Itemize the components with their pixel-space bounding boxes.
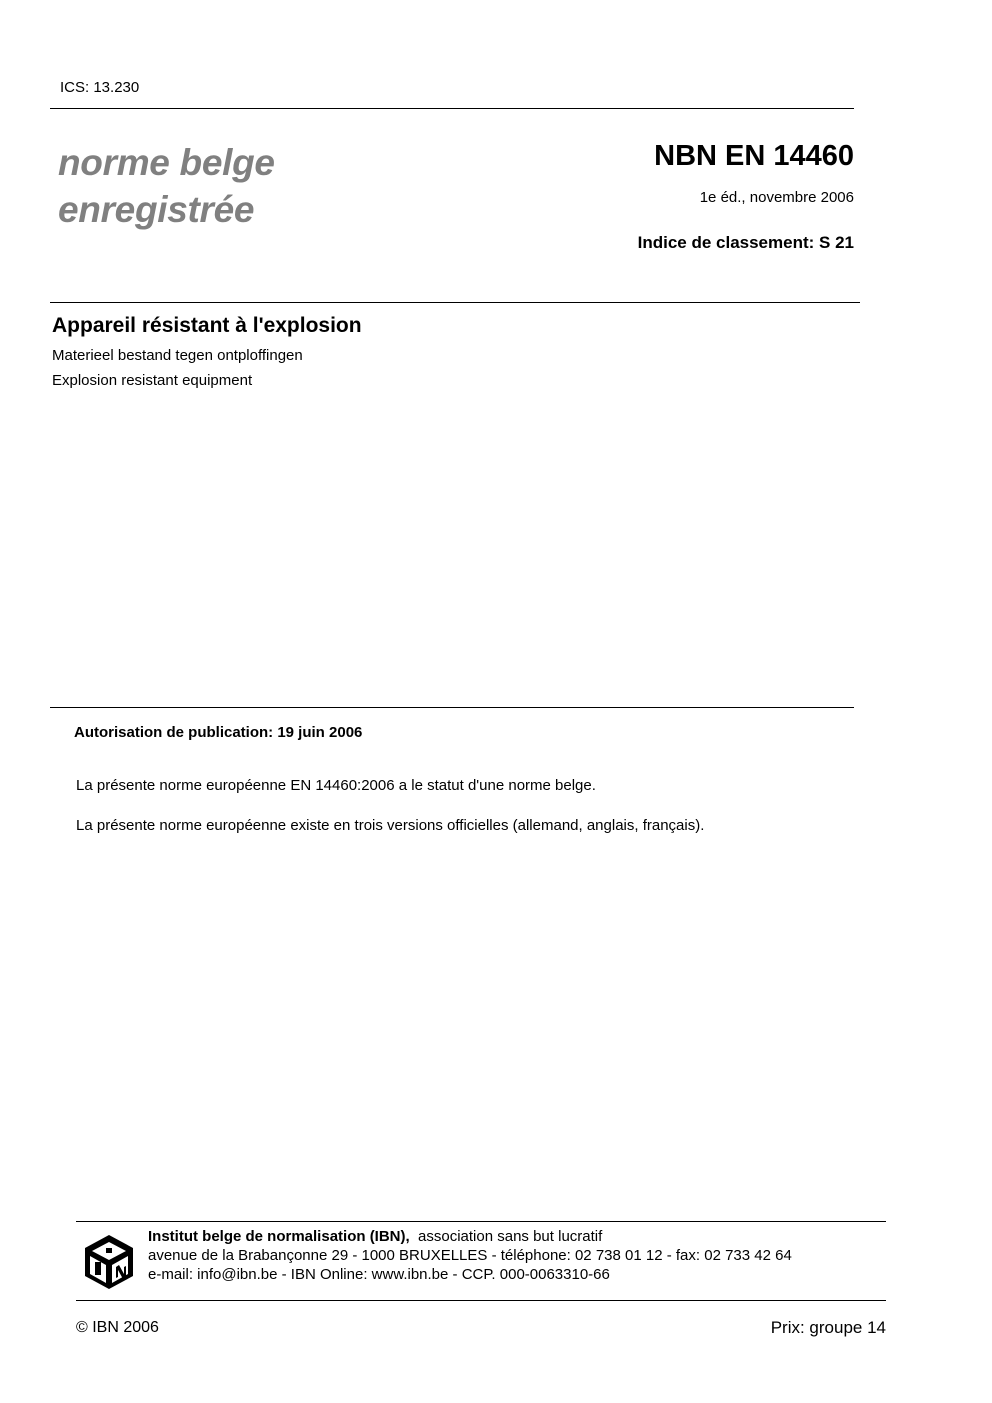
copyright: © IBN 2006 <box>76 1319 159 1336</box>
authorization-divider <box>50 707 854 708</box>
footer-bottom-divider <box>76 1300 886 1301</box>
edition-info: 1e éd., novembre 2006 <box>699 189 854 206</box>
ics-code: ICS: 13.230 <box>60 79 140 96</box>
title-divider <box>50 302 860 303</box>
brand-title-line1: norme belge <box>58 142 275 183</box>
status-paragraph: La présente norme européenne EN 14460:2006 a le statut d'une norme belge. <box>76 777 596 794</box>
institute-contact: e-mail: info@ibn.be - IBN Online: www.ibn.be - CCP. 000-0063310-66 <box>148 1266 610 1283</box>
authorization-date: Autorisation de publication: 19 juin 2006 <box>74 724 363 741</box>
price-group: Prix: groupe 14 <box>770 1318 886 1337</box>
institute-address: avenue de la Brabançonne 29 - 1000 BRUXELLES - téléphone: 02 738 01 12 - fax: 02 733 42 64 <box>148 1247 792 1264</box>
title-dutch: Materieel bestand tegen ontploffingen <box>52 347 303 364</box>
institute-line <box>148 1228 602 1245</box>
title-french: Appareil résistant à l'explosion <box>52 314 362 337</box>
ibn-logo-icon <box>84 1234 134 1290</box>
institute-name: Institut belge de normalisation (IBN), <box>148 1228 410 1245</box>
top-divider <box>50 108 854 109</box>
title-english: Explosion resistant equipment <box>52 372 253 389</box>
footer-top-divider <box>76 1221 886 1222</box>
standard-number: NBN EN 14460 <box>654 140 854 172</box>
classification-index: Indice de classement: S 21 <box>637 233 854 252</box>
versions-paragraph: La présente norme européenne existe en trois versions officielles (allemand, anglais, français). <box>76 817 705 834</box>
brand-title-line2: enregistrée <box>58 189 255 230</box>
institute-type: association sans but lucratif <box>418 1228 603 1245</box>
